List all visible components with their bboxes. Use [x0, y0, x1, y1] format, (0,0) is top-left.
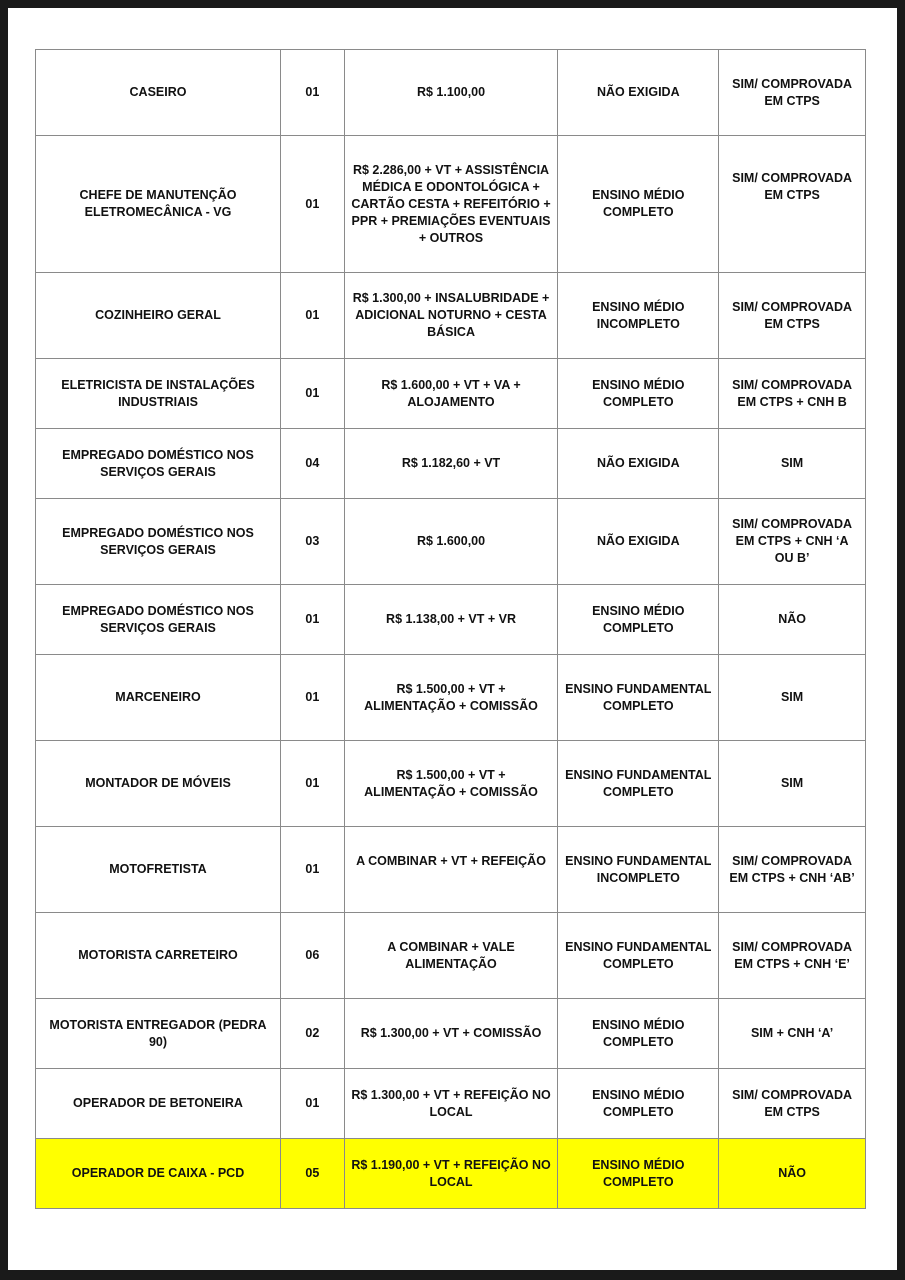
- job-title-cell: ELETRICISTA DE INSTALAÇÕES INDUSTRIAIS: [36, 359, 281, 429]
- quantity-cell: 02: [281, 999, 345, 1069]
- salary-benefits-cell: R$ 1.300,00 + VT + REFEIÇÃO NO LOCAL: [344, 1069, 558, 1139]
- table-row: [36, 273, 866, 359]
- quantity-cell: 01: [281, 273, 345, 359]
- job-title-cell: OPERADOR DE BETONEIRA: [36, 1069, 281, 1139]
- quantity-cell: 01: [281, 585, 345, 655]
- job-title-cell: MONTADOR DE MÓVEIS: [36, 741, 281, 827]
- quantity-cell: 01: [281, 827, 345, 913]
- quantity-cell: 01: [281, 655, 345, 741]
- education-cell: ENSINO MÉDIO COMPLETO: [558, 136, 719, 273]
- salary-benefits-cell: R$ 1.600,00: [344, 499, 558, 585]
- salary-benefits-cell: R$ 1.500,00 + VT + ALIMENTAÇÃO + COMISSÃO: [344, 741, 558, 827]
- education-cell: NÃO EXIGIDA: [558, 499, 719, 585]
- table-row: [36, 499, 866, 585]
- salary-benefits-cell: A COMBINAR + VT + REFEIÇÃO: [344, 827, 558, 913]
- salary-benefits-cell: R$ 1.138,00 + VT + VR: [344, 585, 558, 655]
- table-row-highlighted: [36, 1139, 866, 1209]
- education-cell: ENSINO MÉDIO COMPLETO: [558, 1069, 719, 1139]
- experience-cell: SIM/ COMPROVADA EM CTPS: [719, 50, 866, 136]
- job-title-cell: MOTORISTA CARRETEIRO: [36, 913, 281, 999]
- salary-benefits-cell: R$ 1.300,00 + VT + COMISSÃO: [344, 999, 558, 1069]
- salary-benefits-cell: R$ 1.100,00: [344, 50, 558, 136]
- job-title-cell: MOTOFRETISTA: [36, 827, 281, 913]
- salary-benefits-cell: R$ 1.182,60 + VT: [344, 429, 558, 499]
- table-row: [36, 999, 866, 1069]
- job-title-cell: CASEIRO: [36, 50, 281, 136]
- experience-cell: SIM/ COMPROVADA EM CTPS + CNH ‘AB’: [719, 827, 866, 913]
- quantity-cell: 06: [281, 913, 345, 999]
- job-vacancies-table: [35, 49, 866, 1209]
- table-row: [36, 429, 866, 499]
- quantity-cell: 01: [281, 136, 345, 273]
- quantity-cell: 01: [281, 1069, 345, 1139]
- job-title-cell: EMPREGADO DOMÉSTICO NOS SERVIÇOS GERAIS: [36, 499, 281, 585]
- education-cell: ENSINO FUNDAMENTAL INCOMPLETO: [558, 827, 719, 913]
- quantity-cell: 05: [281, 1139, 345, 1209]
- table-row: [36, 741, 866, 827]
- education-cell: ENSINO FUNDAMENTAL COMPLETO: [558, 655, 719, 741]
- education-cell: ENSINO MÉDIO INCOMPLETO: [558, 273, 719, 359]
- experience-cell: SIM/ COMPROVADA EM CTPS + CNH ‘A OU B’: [719, 499, 866, 585]
- quantity-cell: 01: [281, 741, 345, 827]
- experience-cell: SIM/ COMPROVADA EM CTPS + CNH B: [719, 359, 866, 429]
- education-cell: ENSINO MÉDIO COMPLETO: [558, 999, 719, 1069]
- education-cell: ENSINO MÉDIO COMPLETO: [558, 359, 719, 429]
- table-row: [36, 50, 866, 136]
- salary-benefits-cell: R$ 1.300,00 + INSALUBRIDADE + ADICIONAL NOTURNO + CESTA BÁSICA: [344, 273, 558, 359]
- quantity-cell: 01: [281, 359, 345, 429]
- salary-benefits-cell: R$ 1.500,00 + VT + ALIMENTAÇÃO + COMISSÃO: [344, 655, 558, 741]
- experience-cell: SIM + CNH ‘A’: [719, 999, 866, 1069]
- experience-cell: SIM/ COMPROVADA EM CTPS + CNH ‘E’: [719, 913, 866, 999]
- education-cell: ENSINO MÉDIO COMPLETO: [558, 585, 719, 655]
- experience-cell: SIM/ COMPROVADA EM CTPS: [719, 273, 866, 359]
- table-row: [36, 136, 866, 273]
- job-title-cell: CHEFE DE MANUTENÇÃO ELETROMECÂNICA - VG: [36, 136, 281, 273]
- job-title-cell: MARCENEIRO: [36, 655, 281, 741]
- job-title-cell: EMPREGADO DOMÉSTICO NOS SERVIÇOS GERAIS: [36, 429, 281, 499]
- job-title-cell: EMPREGADO DOMÉSTICO NOS SERVIÇOS GERAIS: [36, 585, 281, 655]
- table-row: [36, 655, 866, 741]
- job-title-cell: COZINHEIRO GERAL: [36, 273, 281, 359]
- job-title-cell: OPERADOR DE CAIXA - PCD: [36, 1139, 281, 1209]
- document-page: [8, 8, 897, 1270]
- experience-cell: NÃO: [719, 1139, 866, 1209]
- quantity-cell: 03: [281, 499, 345, 585]
- education-cell: ENSINO FUNDAMENTAL COMPLETO: [558, 913, 719, 999]
- salary-benefits-cell: A COMBINAR + VALE ALIMENTAÇÃO: [344, 913, 558, 999]
- table-row: [36, 1069, 866, 1139]
- education-cell: NÃO EXIGIDA: [558, 429, 719, 499]
- salary-benefits-cell: R$ 2.286,00 + VT + ASSISTÊNCIA MÉDICA E ODONTOLÓGICA + CARTÃO CESTA + REFEITÓRIO + PPR + PREMIAÇÕES EVENTUAIS + OUTROS: [344, 136, 558, 273]
- table-row: [36, 359, 866, 429]
- education-cell: ENSINO FUNDAMENTAL COMPLETO: [558, 741, 719, 827]
- salary-benefits-cell: R$ 1.190,00 + VT + REFEIÇÃO NO LOCAL: [344, 1139, 558, 1209]
- experience-cell: SIM: [719, 655, 866, 741]
- education-cell: NÃO EXIGIDA: [558, 50, 719, 136]
- experience-cell: NÃO: [719, 585, 866, 655]
- experience-cell: SIM: [719, 429, 866, 499]
- table-row: [36, 913, 866, 999]
- experience-cell: SIM: [719, 741, 866, 827]
- table-row: [36, 827, 866, 913]
- education-cell: ENSINO MÉDIO COMPLETO: [558, 1139, 719, 1209]
- quantity-cell: 04: [281, 429, 345, 499]
- table-row: [36, 585, 866, 655]
- experience-cell: SIM/ COMPROVADA EM CTPS: [719, 1069, 866, 1139]
- job-title-cell: MOTORISTA ENTREGADOR (PEDRA 90): [36, 999, 281, 1069]
- salary-benefits-cell: R$ 1.600,00 + VT + VA + ALOJAMENTO: [344, 359, 558, 429]
- experience-cell: SIM/ COMPROVADA EM CTPS: [719, 136, 866, 273]
- quantity-cell: 01: [281, 50, 345, 136]
